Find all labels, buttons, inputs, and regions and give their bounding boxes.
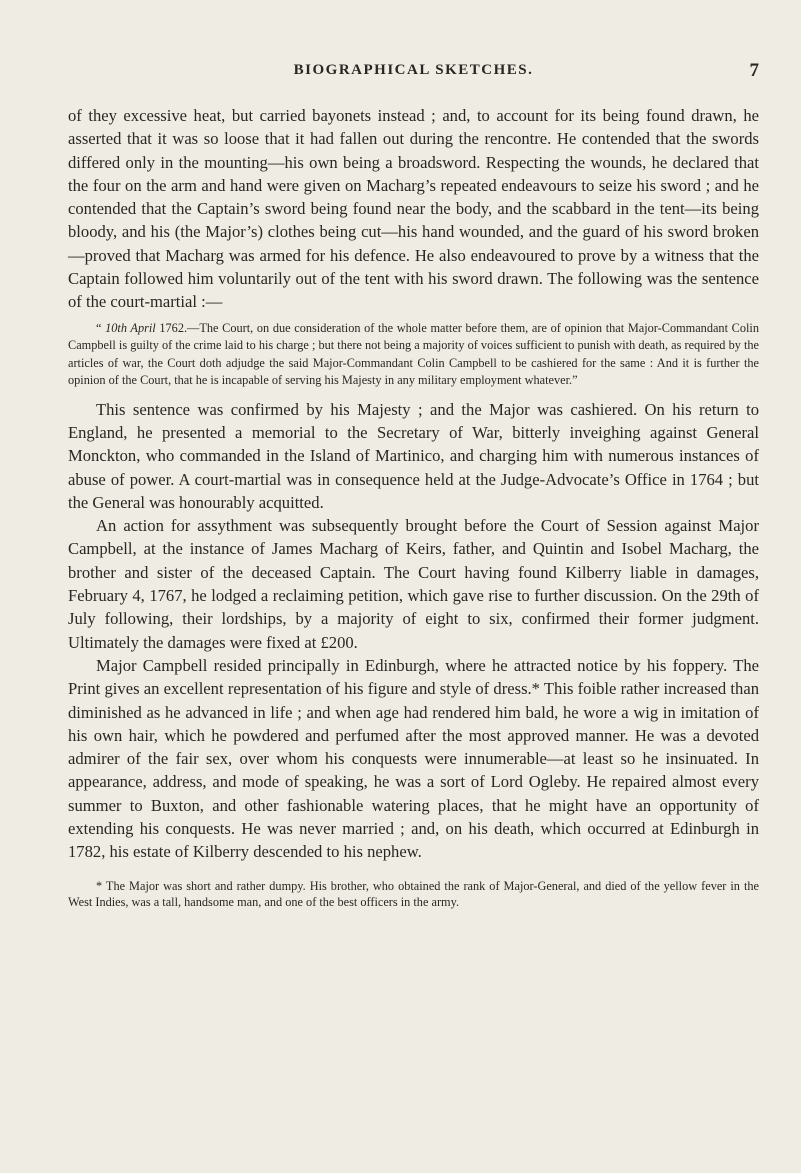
running-head bbox=[68, 62, 759, 88]
running-title: BIOGRAPHICAL SKETCHES. bbox=[293, 62, 534, 78]
paragraph-continuation: of they excessive heat, but carried bayonets instead ; and, to account for its being found drawn, he asserted that it was so loose that it had fallen out during the rencontre. He contended that the swords differed only in the mounting—his own being a broadsword. Respecting the wounds, he declared that the four on the arm and hand were given on Macharg’s repeated endeavours to seize his sword ; and he contended that the Captain’s sword being found near the body, and the scabbard in the tent—its being bloody, and his (the Major’s) clothes being cut—his hand wounded, and the guard of his sword broken—proved that Macharg was armed for his defence. He also endeavoured to prove by a witness that the Captain followed him voluntarily out of the tent with his sword drawn. The following was the sentence of the court-martial :— bbox=[68, 106, 759, 312]
paragraph-major-campbell: Major Campbell resided principally in Edinburgh, where he attracted notice by his foppery. The Print gives an excellent representation of his figure and style of dress.* This foible rather increased than diminished as he advanced in life ; and when age had rendered him bald, he wore a wig in imitation of his own hair, which he powdered and perfumed after the most approved manner. He was a devoted admirer of the fair sex, over whom his conquests were innumerable—at least so he insinuated. In appearance, address, and mode of speaking, he was a sort of Lord Ogleby. He repaired almost every summer to Buxton, and other fashionable watering places, that he might have an opportunity of extending his conquests. He was never married ; and, on his death, which occurred at Edinburgh in 1782, his estate of Kilberry descended to his nephew. bbox=[68, 655, 759, 862]
quote-date: 10th April bbox=[105, 320, 156, 335]
footnote: * The Major was short and rather dumpy. His brother, who obtained the rank of Major-General, and died of the yellow fever in the West Indies, was a tall, handsome man, and one of the best officers in the army. bbox=[68, 878, 759, 910]
paragraph-assythment-action: An action for assythment was subsequently brought before the Court of Session against Major Campbell, at the instance of James Macharg of Keirs, father, and Quintin and Isobel Macharg, the brother and sister of the deceased Captain. The Court having found Kilberry liable in damages, February 4, 1767, he lodged a reclaiming petition, which gave rise to further discussion. On the 29th of July following, their lordships, by a majority of eight to six, confirmed their former judgment. Ultimately the damages were fixed at £200. bbox=[68, 516, 759, 652]
paragraph-sentence-confirmed: This sentence was confirmed by his Majesty ; and the Major was cashiered. On his return to England, he presented a memorial to the Secretary of War, bitterly inveighing against General Monckton, who commanded in the Island of Martinico, and charging him with numerous instances of abuse of power. A court-martial was in consequence held at the Judge-Advocate’s Office in 1764 ; but the General was honourably acquitted. bbox=[68, 399, 759, 512]
quote-text: 1762.—The Court, on due consideration of the whole matter before them, are of opinion that Major-Commandant Colin Campbell is guilty of the crime laid to his charge ; but there not being a majority of voices sufficient to punish with death, as required by the articles of war, the Court doth adjudge the said Major-Commandant Colin Campbell to be cashiered for the same : And it is further the opinion of the Court, that he is incapable of serving his Majesty in any military employment whatever.” bbox=[68, 320, 759, 388]
court-martial-sentence-quote: “ 10th April 1762.—The Court, on due consideration of the whole matter before them, are of opinion that Major-Commandant Colin Campbell is guilty of the crime laid to his charge ; but there not being a majority of voices sufficient to punish with death, as required by the articles of war, the Court doth adjudge the said Major-Commandant Colin Campbell to be cashiered for the same : And it is further the opinion of the Court, that he is incapable of serving his Majesty in any military employment whatever.” bbox=[68, 320, 759, 388]
page-number: 7 bbox=[749, 60, 759, 81]
